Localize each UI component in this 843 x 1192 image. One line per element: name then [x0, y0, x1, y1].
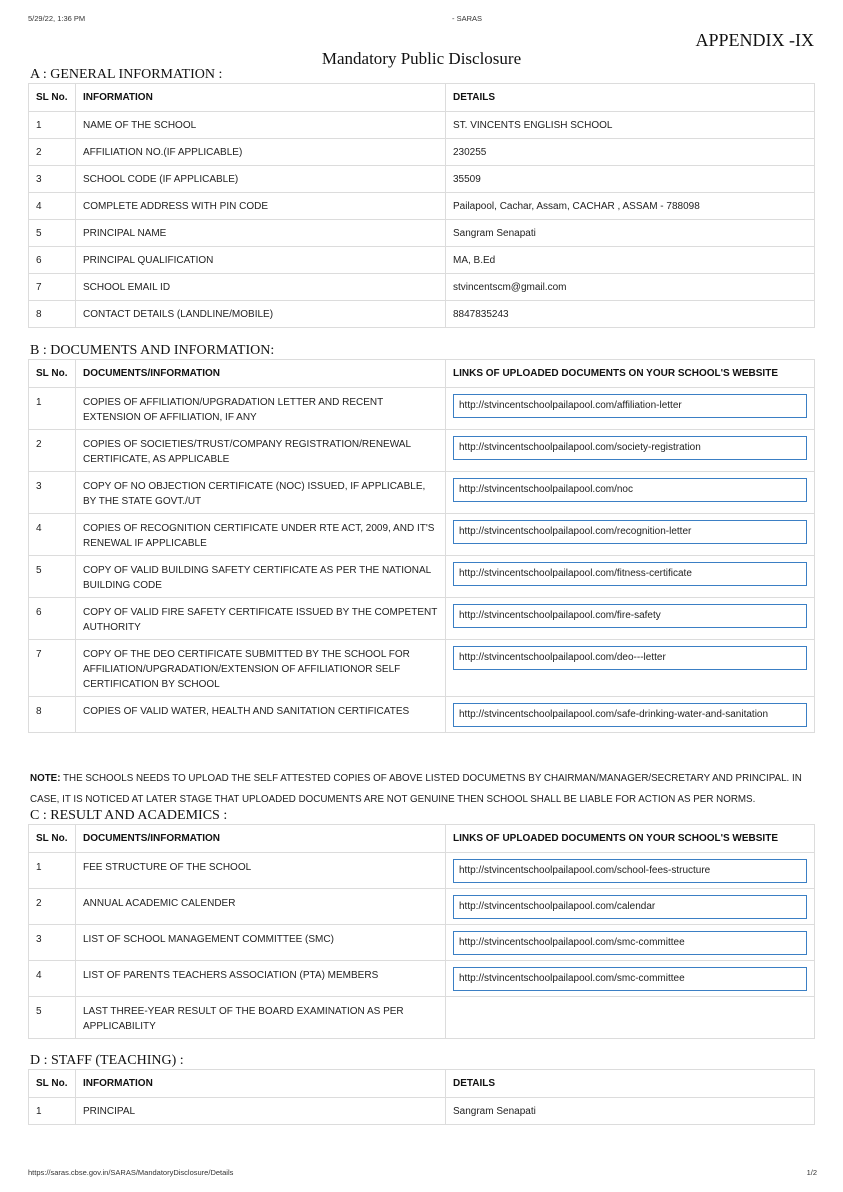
- sl-no-cell: 4: [29, 193, 76, 220]
- information-cell: ANNUAL ACADEMIC CALENDER: [76, 889, 446, 925]
- table-row: [29, 112, 815, 139]
- document-link[interactable]: http://stvincentschoolpailapool.com/school-fees-structure: [453, 859, 807, 883]
- table-row: [29, 166, 815, 193]
- table-row: [29, 889, 815, 925]
- sl-no-cell: 7: [29, 274, 76, 301]
- column-header: DOCUMENTS/INFORMATION: [76, 825, 446, 853]
- information-cell: LIST OF PARENTS TEACHERS ASSOCIATION (PTA) MEMBERS: [76, 961, 446, 997]
- table-row: [29, 514, 815, 556]
- document-link[interactable]: http://stvincentschoolpailapool.com/smc-committee: [453, 931, 807, 955]
- table-row: [29, 640, 815, 697]
- link-cell: [446, 853, 815, 889]
- sl-no-cell: 1: [29, 853, 76, 889]
- information-cell: SCHOOL CODE (IF APPLICABLE): [76, 166, 446, 193]
- section-b-title: B : DOCUMENTS AND INFORMATION:: [30, 343, 275, 358]
- table-header-row: [29, 1070, 815, 1098]
- page-title: Mandatory Public Disclosure: [321, 49, 522, 68]
- print-title: - SARAS: [452, 14, 483, 23]
- link-cell: [446, 889, 815, 925]
- document-link[interactable]: http://stvincentschoolpailapool.com/recognition-letter: [453, 520, 807, 544]
- sl-no-cell: 8: [29, 301, 76, 328]
- table-row: [29, 301, 815, 328]
- information-cell: AFFILIATION NO.(IF APPLICABLE): [76, 139, 446, 166]
- sl-no-cell: 8: [29, 697, 76, 733]
- table-row: [29, 388, 815, 430]
- information-cell: PRINCIPAL NAME: [76, 220, 446, 247]
- sl-no-cell: 6: [29, 598, 76, 640]
- document-link[interactable]: http://stvincentschoolpailapool.com/deo---letter: [453, 646, 807, 670]
- note-label: NOTE:: [30, 773, 61, 784]
- appendix-label: APPENDIX -IX: [695, 30, 814, 50]
- table-header-row: [29, 84, 815, 112]
- table-row: [29, 1098, 815, 1125]
- sl-no-cell: 3: [29, 925, 76, 961]
- information-cell: COMPLETE ADDRESS WITH PIN CODE: [76, 193, 446, 220]
- table-row: [29, 697, 815, 733]
- document-link[interactable]: http://stvincentschoolpailapool.com/affiliation-letter: [453, 394, 807, 418]
- table-row: [29, 925, 815, 961]
- note-text: THE SCHOOLS NEEDS TO UPLOAD THE SELF ATTESTED COPIES OF ABOVE LISTED DOCUMETNS BY CHAIRMAN/MANAGER/SECRETARY AND PRINCIPAL. IN CASE, IT IS NOTICED AT LATER STAGE THAT UPLOADED DOCUMENTS ARE NOT GENUINE THEN SCHOOL SHALL BE LIABLE FOR ACTION AS PER NORMS.: [30, 773, 802, 805]
- column-header: DETAILS: [446, 1070, 815, 1098]
- document-link[interactable]: http://stvincentschoolpailapool.com/smc-committee: [453, 967, 807, 991]
- link-cell: [446, 997, 815, 1039]
- sl-no-cell: 2: [29, 139, 76, 166]
- staff-teaching-table: [28, 1069, 815, 1125]
- column-header: LINKS OF UPLOADED DOCUMENTS ON YOUR SCHOOL'S WEBSITE: [446, 360, 815, 388]
- column-header: INFORMATION: [76, 84, 446, 112]
- information-cell: LAST THREE-YEAR RESULT OF THE BOARD EXAMINATION AS PER APPLICABILITY: [76, 997, 446, 1039]
- column-header: SL No.: [29, 84, 76, 112]
- link-cell: [446, 514, 815, 556]
- document-link[interactable]: http://stvincentschoolpailapool.com/calendar: [453, 895, 807, 919]
- table-header-row: [29, 360, 815, 388]
- sl-no-cell: 5: [29, 220, 76, 247]
- table-row: [29, 472, 815, 514]
- footer-page-number: 1/2: [806, 1168, 817, 1177]
- document-link[interactable]: http://stvincentschoolpailapool.com/noc: [453, 478, 807, 502]
- column-header: LINKS OF UPLOADED DOCUMENTS ON YOUR SCHOOL'S WEBSITE: [446, 825, 815, 853]
- details-cell: 35509: [446, 166, 815, 193]
- column-header: INFORMATION: [76, 1070, 446, 1098]
- sl-no-cell: 1: [29, 112, 76, 139]
- table-row: [29, 274, 815, 301]
- sl-no-cell: 4: [29, 514, 76, 556]
- details-cell: 230255: [446, 139, 815, 166]
- information-cell: LIST OF SCHOOL MANAGEMENT COMMITTEE (SMC): [76, 925, 446, 961]
- document-link[interactable]: http://stvincentschoolpailapool.com/safe-drinking-water-and-sanitation: [453, 703, 807, 727]
- link-cell: [446, 697, 815, 733]
- link-cell: [446, 961, 815, 997]
- information-cell: CONTACT DETAILS (LANDLINE/MOBILE): [76, 301, 446, 328]
- column-header: DETAILS: [446, 84, 815, 112]
- details-cell: Pailapool, Cachar, Assam, CACHAR , ASSAM - 788098: [446, 193, 815, 220]
- section-d-title: D : STAFF (TEACHING) :: [30, 1053, 184, 1068]
- sl-no-cell: 3: [29, 166, 76, 193]
- sl-no-cell: 2: [29, 889, 76, 925]
- print-date: 5/29/22, 1:36 PM: [28, 14, 86, 23]
- note-paragraph: [30, 768, 815, 810]
- document-link[interactable]: http://stvincentschoolpailapool.com/society-registration: [453, 436, 807, 460]
- link-cell: [446, 472, 815, 514]
- footer-url: https://saras.cbse.gov.in/SARAS/MandatoryDisclosure/Details: [28, 1168, 234, 1177]
- details-cell: Sangram Senapati: [446, 220, 815, 247]
- section-a-title: A : GENERAL INFORMATION :: [30, 67, 223, 82]
- column-header: SL No.: [29, 825, 76, 853]
- table-row: [29, 598, 815, 640]
- sl-no-cell: 2: [29, 430, 76, 472]
- link-cell: [446, 598, 815, 640]
- information-cell: PRINCIPAL: [76, 1098, 446, 1125]
- information-cell: PRINCIPAL QUALIFICATION: [76, 247, 446, 274]
- information-cell: COPY OF VALID BUILDING SAFETY CERTIFICATE AS PER THE NATIONAL BUILDING CODE: [76, 556, 446, 598]
- details-cell: 8847835243: [446, 301, 815, 328]
- sl-no-cell: 6: [29, 247, 76, 274]
- table-row: [29, 139, 815, 166]
- column-header: SL No.: [29, 1070, 76, 1098]
- sl-no-cell: 4: [29, 961, 76, 997]
- sl-no-cell: 5: [29, 997, 76, 1039]
- table-row: [29, 193, 815, 220]
- table-header-row: [29, 825, 815, 853]
- table-row: [29, 430, 815, 472]
- sl-no-cell: 7: [29, 640, 76, 697]
- link-cell: [446, 640, 815, 697]
- information-cell: COPIES OF VALID WATER, HEALTH AND SANITATION CERTIFICATES: [76, 697, 446, 733]
- table-row: [29, 853, 815, 889]
- information-cell: COPY OF THE DEO CERTIFICATE SUBMITTED BY THE SCHOOL FOR AFFILIATION/UPGRADATION/EXTENSION OF AFFILIATIONOR SELF CERTIFICATION BY SCHOOL: [76, 640, 446, 697]
- details-cell: MA, B.Ed: [446, 247, 815, 274]
- information-cell: COPY OF NO OBJECTION CERTIFICATE (NOC) ISSUED, IF APPLICABLE, BY THE STATE GOVT./UT: [76, 472, 446, 514]
- sl-no-cell: 1: [29, 388, 76, 430]
- details-cell: ST. VINCENTS ENGLISH SCHOOL: [446, 112, 815, 139]
- table-row: [29, 997, 815, 1039]
- link-cell: [446, 430, 815, 472]
- information-cell: COPIES OF SOCIETIES/TRUST/COMPANY REGISTRATION/RENEWAL CERTIFICATE, AS APPLICABLE: [76, 430, 446, 472]
- table-row: [29, 556, 815, 598]
- link-cell: [446, 388, 815, 430]
- results-academics-table: [28, 824, 815, 1039]
- link-cell: [446, 556, 815, 598]
- column-header: SL No.: [29, 360, 76, 388]
- documents-table: [28, 359, 815, 733]
- table-row: [29, 961, 815, 997]
- sl-no-cell: 1: [29, 1098, 76, 1125]
- details-cell: Sangram Senapati: [446, 1098, 815, 1125]
- document-link[interactable]: http://stvincentschoolpailapool.com/fitness-certificate: [453, 562, 807, 586]
- information-cell: COPIES OF AFFILIATION/UPGRADATION LETTER AND RECENT EXTENSION OF AFFILIATION, IF ANY: [76, 388, 446, 430]
- details-cell: stvincentscm@gmail.com: [446, 274, 815, 301]
- information-cell: FEE STRUCTURE OF THE SCHOOL: [76, 853, 446, 889]
- link-cell: [446, 925, 815, 961]
- information-cell: SCHOOL EMAIL ID: [76, 274, 446, 301]
- information-cell: COPY OF VALID FIRE SAFETY CERTIFICATE ISSUED BY THE COMPETENT AUTHORITY: [76, 598, 446, 640]
- information-cell: COPIES OF RECOGNITION CERTIFICATE UNDER RTE ACT, 2009, AND IT'S RENEWAL IF APPLICABLE: [76, 514, 446, 556]
- column-header: DOCUMENTS/INFORMATION: [76, 360, 446, 388]
- sl-no-cell: 3: [29, 472, 76, 514]
- section-c-title: C : RESULT AND ACADEMICS :: [30, 808, 228, 823]
- general-information-table: [28, 83, 815, 328]
- information-cell: NAME OF THE SCHOOL: [76, 112, 446, 139]
- document-link[interactable]: http://stvincentschoolpailapool.com/fire-safety: [453, 604, 807, 628]
- sl-no-cell: 5: [29, 556, 76, 598]
- table-row: [29, 220, 815, 247]
- table-row: [29, 247, 815, 274]
